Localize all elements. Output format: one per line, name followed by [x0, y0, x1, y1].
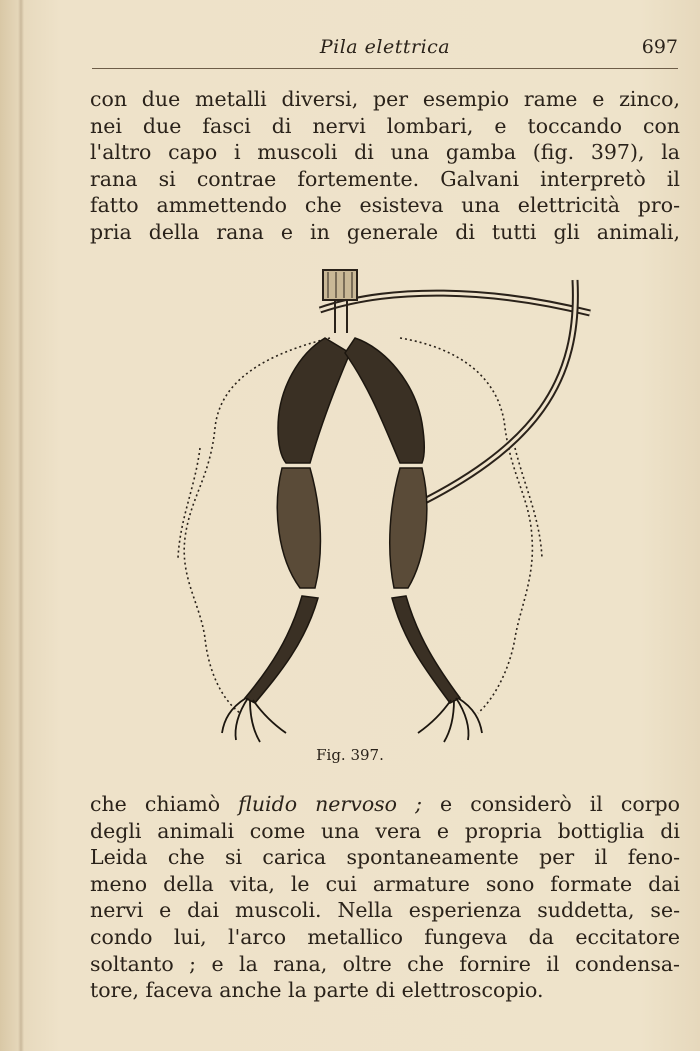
text-line: rana si contrae fortemente. Galvani interpretò il: [90, 166, 680, 191]
frog-legs-illustration: [160, 258, 600, 748]
text-line: l'altro capo i muscoli di una gamba (fig. 397), la: [90, 140, 680, 165]
text-line: soltanto ; e la rana, oltre che fornire il condensa-: [90, 951, 680, 976]
text-line: [90, 791, 680, 818]
frog-legs: [245, 338, 460, 703]
text-line: pria della rana e in generale di tutti gli animali,: [90, 219, 680, 244]
text-run: e considerò il corpo: [421, 792, 680, 816]
frog-toes: [222, 698, 482, 742]
italic-term: fluido nervoso ;: [238, 792, 422, 816]
text-line: nervi e dai muscoli. Nella esperienza suddetta, se-: [90, 898, 680, 923]
page-number: 697: [641, 36, 678, 58]
text-line: condo lui, l'arco metallico fungeva da eccitatore: [90, 924, 680, 949]
text-run: che chiamò: [90, 792, 239, 816]
page-gutter: [18, 0, 24, 1051]
paragraph-2: [90, 791, 680, 1004]
text-line: nei due fasci di nervi lombari, e toccando con: [90, 113, 680, 138]
dotted-outline-legs: [178, 338, 542, 713]
figure-caption: Fig. 397.: [316, 746, 384, 764]
text-line: fatto ammettendo che esisteva una elettricità pro-: [90, 193, 680, 218]
text-line: meno della vita, le cui armature sono formate dai: [90, 871, 680, 896]
text-line: degli animali come una vera e propria bottiglia di: [90, 818, 680, 843]
metal-arc: [320, 280, 590, 513]
paragraph-1: [90, 86, 680, 246]
text-line: Leida che si carica spontaneamente per il feno-: [90, 845, 680, 870]
text-line: tore, faceva anche la parte di elettroscopio.: [90, 978, 544, 1003]
text-line: con due metalli diversi, per esempio rame e zinco,: [90, 87, 680, 111]
header-rule: [92, 68, 678, 69]
running-head: [92, 36, 678, 64]
running-title: Pila elettrica: [319, 36, 451, 58]
